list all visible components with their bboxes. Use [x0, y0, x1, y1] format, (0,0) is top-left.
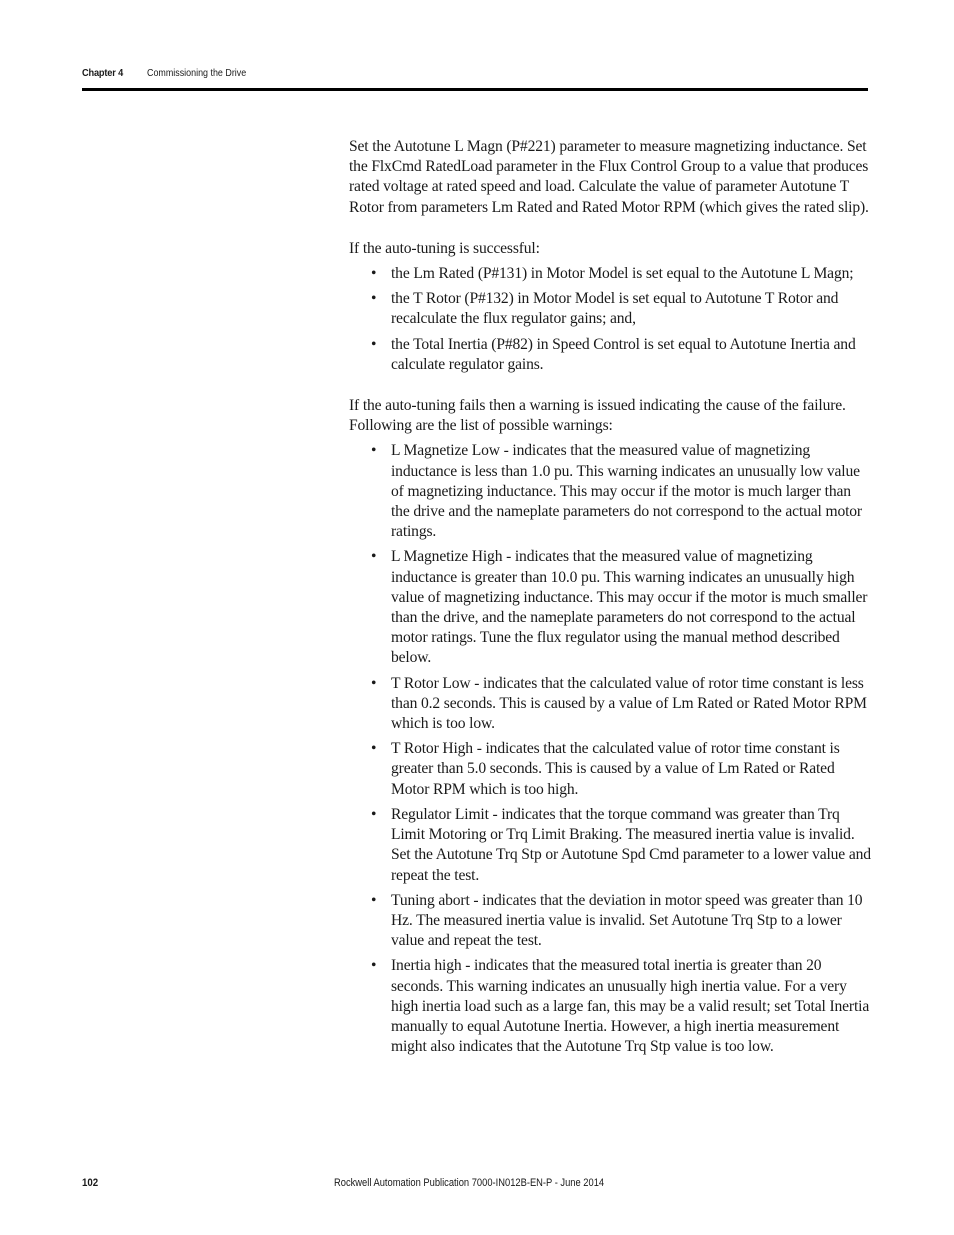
list-item: • T Rotor Low - indicates that the calculated value of rotor time constant is less than 0.2 seconds. This is caused by a value of Lm Rated or Rated Motor RPM which is too low.	[371, 674, 867, 733]
header-rule	[82, 88, 868, 91]
bullet-icon: •	[371, 805, 377, 823]
list-item: • Tuning abort - indicates that the deviation in motor speed was greater than 10 Hz. The measured inertia value is invalid. Set Autotune Trq Stp to a lower value and repeat the test.	[371, 891, 863, 950]
list-item: • Inertia high - indicates that the measured total inertia is greater than 20 seconds. This warning indicates an unusually high inertia value. For a very high inertia load such as a large fan, this may be a valid result; set Total Inertia manually to equal Autotune Inertia. However, a high inertia measurement might also indicates that the Autotune Trq Stp value is too low.	[371, 957, 870, 1056]
publication-info: Rockwell Automation Publication 7000-IN012B-EN-P - June 2014	[334, 1177, 605, 1189]
bullet-icon: •	[371, 674, 377, 692]
page-header	[82, 67, 868, 91]
success-list	[349, 264, 871, 375]
list-item: • Regulator Limit - indicates that the torque command was greater than Trq Limit Motoring or Trq Limit Braking. The measured inertia value is invalid. Set the Autotune Trq Stp or Autotune Spd Cmd parameter to a lower value and repeat the test.	[371, 805, 871, 884]
bullet-icon: •	[371, 740, 377, 758]
body-content	[349, 137, 871, 1062]
list-item: • the T Rotor (P#132) in Motor Model is set equal to Autotune T Rotor and recalculate the flux regulator gains; and,	[371, 290, 839, 328]
bullet-icon: •	[371, 335, 377, 353]
list-item: • the Total Inertia (P#82) in Speed Control is set equal to Autotune Inertia and calculate regulator gains.	[371, 335, 856, 373]
bullet-icon: •	[371, 891, 377, 909]
bullet-icon: •	[371, 265, 377, 283]
bullet-icon: •	[371, 957, 377, 975]
list-item: • L Magnetize Low - indicates that the measured value of magnetizing inductance is less than 1.0 pu. This warning indicates an unusually low value of magnetizing inductance. This may occur if the motor is much larger than the drive and the nameplate parameters do not correspond to the actual motor ratings.	[371, 442, 862, 541]
bullet-icon: •	[371, 548, 377, 566]
intro-paragraph: Set the Autotune L Magn (P#221) parameter to measure magnetizing inductance. Set the FlxCmd RatedLoad parameter in the Flux Control Group to a value that produces rated voltage at rated speed and load. Calculate the value of parameter Autotune T Rotor from parameters Lm Rated and Rated Motor RPM (which gives the rated slip).	[349, 138, 869, 216]
fail-intro: If the auto-tuning fails then a warning is issued indicating the cause of the failure. Following are the list of possible warnings:	[349, 397, 846, 435]
success-intro: If the auto-tuning is successful:	[349, 239, 540, 257]
list-item: • L Magnetize High - indicates that the measured value of magnetizing inductance is greater than 10.0 pu. This warning indicates an unusually high value of magnetizing inductance. This may occur if the motor is much smaller than the drive, and the nameplate parameters do not correspond to the actual motor ratings. Tune the flux regulator using the manual method described below.	[371, 548, 868, 667]
chapter-label: Chapter 4	[82, 67, 124, 79]
list-item: • T Rotor High - indicates that the calculated value of rotor time constant is greater than 5.0 seconds. This is caused by a value of Lm Rated or Rated Motor RPM which is too high.	[371, 740, 840, 798]
chapter-title: Commissioning the Drive	[147, 67, 247, 79]
bullet-icon: •	[371, 290, 377, 308]
warning-list	[349, 441, 871, 1057]
bullet-icon: •	[371, 442, 377, 460]
list-item: • the Lm Rated (P#131) in Motor Model is set equal to the Autotune L Magn;	[349, 264, 871, 284]
page-number: 102	[82, 1177, 99, 1189]
